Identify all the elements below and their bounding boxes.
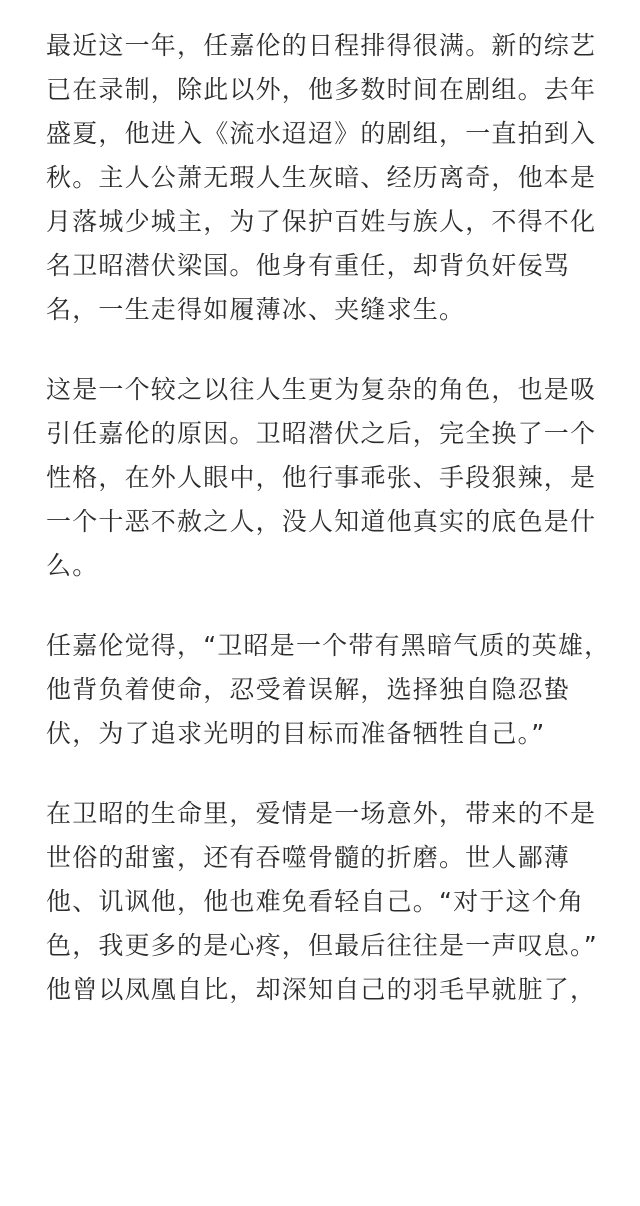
paragraph-3 — [46, 624, 611, 756]
text-line: 世俗的甜蜜，还有吞噬骨髓的折磨。世人鄙薄 — [46, 843, 571, 872]
text-line: 盛夏，他进入《流水迢迢》的剧组，一直拍到入 — [46, 119, 597, 148]
text-line: 色，我更多的是心疼，但最后往往是一声叹息。” — [46, 931, 598, 960]
text-line: 么。 — [46, 551, 99, 580]
text-line: 最近这一年，任嘉伦的日程排得很满。新的综艺 — [46, 31, 597, 60]
paragraph-4 — [46, 792, 606, 1012]
text-line: 引任嘉伦的原因。卫昭潜伏之后，完全换了一个 — [46, 419, 597, 448]
text-line: 伏，为了追求光明的目标而准备牺牲自己。” — [46, 719, 546, 748]
paragraph-gap — [46, 588, 606, 624]
text-line: 他、讥讽他，他也难免看轻自己。“对于这个角 — [46, 887, 585, 916]
text-line: 性格，在外人眼中，他行事乖张、手段狠辣，是 — [46, 463, 597, 492]
paragraph-gap — [46, 756, 606, 792]
text-line: 名，一生走得如履薄冰、夹缝求生。 — [46, 295, 466, 324]
paragraph-2 — [46, 368, 606, 588]
text-line: 秋。主人公萧无瑕人生灰暗、经历离奇，他本是 — [46, 163, 597, 192]
article-body — [46, 24, 611, 1012]
text-line: 已在录制，除此以外，他多数时间在剧组。去年 — [46, 75, 597, 104]
text-line: 他背负着使命，忍受着误解，选择独自隐忍蛰 — [46, 675, 571, 704]
paragraph-1 — [46, 24, 606, 332]
text-line: 一个十恶不赦之人，没人知道他真实的底色是什 — [46, 507, 597, 536]
text-line: 他曾以凤凰自比，却深知自己的羽毛早就脏了， — [46, 975, 597, 1004]
text-line: 月落城少城主，为了保护百姓与族人，不得不化 — [46, 207, 597, 236]
text-line: 任嘉伦觉得，“卫昭是一个带有黑暗气质的英雄， — [46, 631, 611, 660]
text-line: 名卫昭潜伏梁国。他身有重任，却背负奸佞骂 — [46, 251, 571, 280]
paragraph-gap — [46, 332, 606, 368]
text-line: 这是一个较之以往人生更为复杂的角色，也是吸 — [46, 375, 597, 404]
text-line: 在卫昭的生命里，爱情是一场意外，带来的不是 — [46, 799, 597, 828]
